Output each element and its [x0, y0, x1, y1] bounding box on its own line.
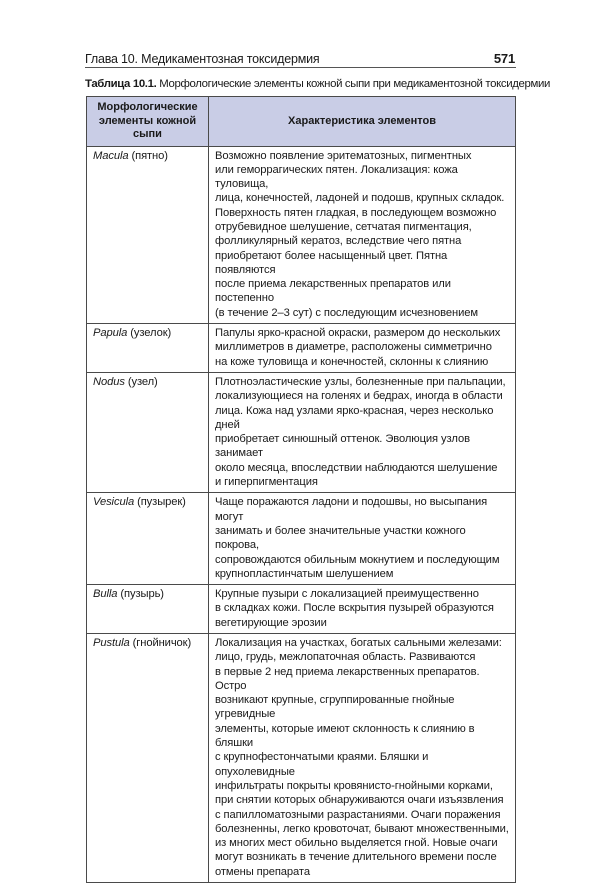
- element-latin-name: Pustula: [93, 637, 130, 649]
- column-header-characteristic: Характеристика элементов: [209, 97, 516, 147]
- table-row: [87, 146, 516, 324]
- page-number: 571: [493, 51, 515, 66]
- morphology-table: [86, 96, 516, 883]
- element-latin-name: Nodus: [93, 375, 125, 388]
- column-header-element: Морфологические элементы кожной сыпи: [87, 97, 209, 147]
- table-body: [87, 146, 516, 883]
- table-caption: [85, 78, 551, 90]
- element-name-cell: [87, 493, 209, 585]
- element-latin-name: Macula: [93, 149, 129, 162]
- element-name-cell: [87, 146, 209, 324]
- table-caption-label: Таблица 10.1.: [85, 78, 157, 90]
- element-description: Плотноэластические узлы, болезненные при пальпации, локализующиеся на голенях и бедрах, иногда в области лица. Кожа над узлами ярко-красная, через несколько дней приобретает синюшный оттенок. Эволюция узлов занимает около месяца, впоследствии наблюдаются шелушение и гиперпигментация: [209, 372, 516, 492]
- element-name-cell: [87, 634, 209, 883]
- header-rule: [85, 67, 516, 68]
- element-russian-name: (пузырь): [120, 588, 164, 601]
- element-description: Крупные пузыри с локализацией преимущественно в складках кожи. После вскрытия пузырей образуются вегетирующие эрозии: [209, 585, 516, 634]
- element-latin-name: Papula: [93, 327, 128, 340]
- table-row: [87, 372, 516, 492]
- running-head: [85, 46, 515, 66]
- element-name-cell: [87, 372, 209, 492]
- table-row: [87, 493, 516, 585]
- element-name-cell: [87, 585, 209, 634]
- table-row: [87, 634, 516, 883]
- table-caption-text: Морфологические элементы кожной сыпи при медикаментозной токсидермии: [159, 78, 551, 90]
- table-row: [87, 585, 516, 634]
- element-description: Локализация на участках, богатых сальными железами: лицо, грудь, межлопаточная область. Развиваются в первые 2 нед приема лекарственных препаратов. Остро возникают крупные, сгруппированные гнойные угревидные элементы, которые имеют склонность к слиянию в бляшки с крупнофестончатыми краями. Бляшки и опухолевидные инфильтраты покрыты кровянисто-гнойными корками, при снятии которых обнаруживаются очаги изъязвления с папилломатозными разрастаниями. Очаги поражения болезненны, легко кровоточат, бывают множественными, из многих мест обильно выделяется гной. Новые очаги могут возникать в течение длительного времени после отмены препарата: [209, 634, 516, 883]
- chapter-title: Глава 10. Медикаментозная токсидермия: [85, 52, 320, 66]
- element-latin-name: Vesicula: [93, 496, 135, 509]
- table-row: [87, 324, 516, 373]
- element-description: Папулы ярко-красной окраски, размером до нескольких миллиметров в диаметре, расположены симметрично на коже туловища и конечностей, склонны к слиянию: [209, 324, 516, 373]
- element-russian-name: (узелок): [130, 327, 172, 340]
- element-description: Возможно появление эритематозных, пигментных или геморрагических пятен. Локализация: кожа туловища, лица, конечностей, ладоней и подошв, крупных складок. Поверхность пятен гладкая, в последующем возможно отрубевидное шелушение, сетчатая пигментация, фолликулярный кератоз, вследствие чего пятна приобретают более насыщенный цвет. Пятна появляются после приема лекарственных препаратов или постепенно (в течение 2–3 сут) с последующим исчезновением: [209, 146, 516, 324]
- element-description: Чаще поражаются ладони и подошвы, но высыпания могут занимать и более значительные участки кожного покрова, сопровождаются обильным мокнутием и последующим крупнопластинчатым шелушением: [209, 493, 516, 585]
- element-russian-name: (узел): [127, 375, 158, 388]
- element-latin-name: Bulla: [93, 588, 118, 601]
- element-russian-name: (пузырек): [137, 496, 186, 509]
- element-russian-name: (гнойничок): [132, 637, 192, 649]
- element-name-cell: [87, 324, 209, 373]
- table-header-row: [87, 97, 516, 147]
- element-russian-name: (пятно): [131, 149, 168, 162]
